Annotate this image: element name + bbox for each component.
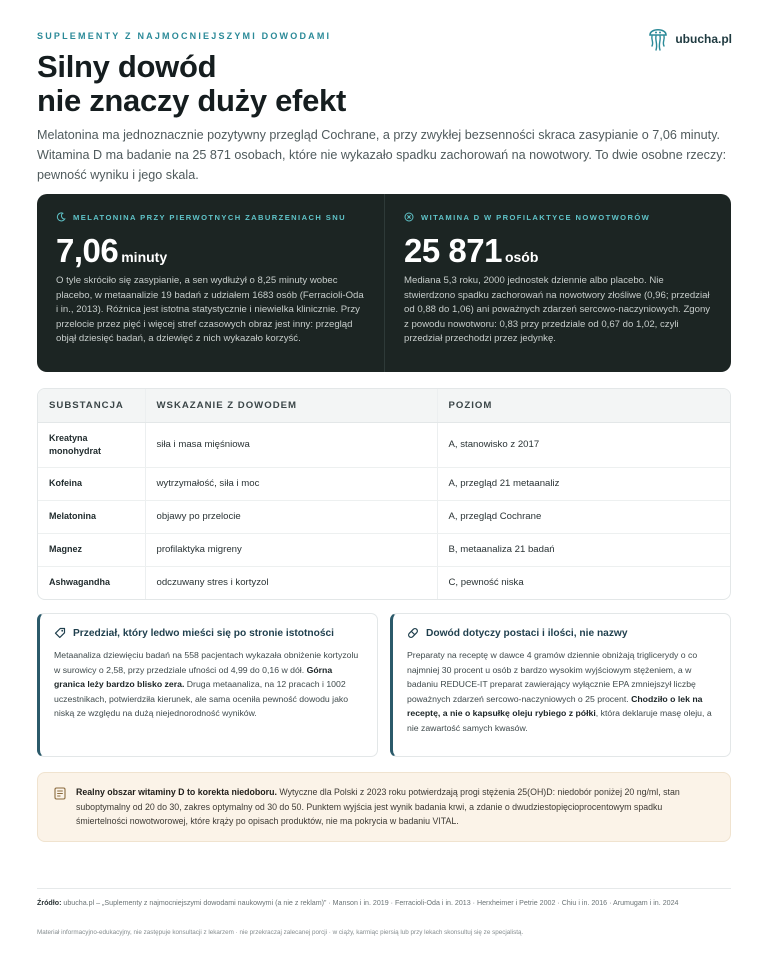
lead-paragraph: Melatonina ma jednoznacznie pozytywny przegląd Cochrane, a przy zwykłej bezsenności skraca zasypianie o 7,06 minuty. Witamina D ma badanie na 25 871 osobach, które nie wykazało spadku zachorowań na nowotwory. To dwie osobne rzeczy: pewność wyniku i jego skala. [37,128,727,182]
cell-substance: Magnez [38,533,145,566]
col-header-level: POZIOM [437,389,730,422]
note-emphasis: Chodziło o lek na receptę, a nie o kapsułkę oleju rybiego z półki [407,693,703,719]
table-row [38,422,730,467]
stat-melatonin [37,194,384,372]
cell-level: A, przegląd 21 metaanaliz [437,467,730,500]
cell-level: A, stanowisko z 2017 [437,422,730,467]
moon-icon [56,212,66,222]
stat-number: 7,06 [56,232,119,269]
table-row [38,500,730,533]
title-line-1: Silny dowód [37,49,217,84]
title-line-2: nie znaczy duży efekt [37,83,346,118]
source-line: Źródło: ubucha.pl – „Suplementy z najmocniejszymi dowodami naukowymi (a nie z reklam)” · Manson i in. 2019 · Ferracioli-Oda i in. 2013 · Herxheimer i Petrie 2002 · Chiu i in. 2016 · Arumugam i in. 2024 [37,899,679,907]
cell-indication: objawy po przelocie [145,500,437,533]
stat-label [404,212,711,222]
cell-level: B, metaanaliza 21 badań [437,533,730,566]
stat-value [56,232,364,270]
stat-label-text: MELATONINA PRZY PIERWOTNYCH ZABURZENIACH SNU [73,212,346,222]
table-row [38,566,730,599]
stats-panel [37,194,731,372]
note-omega3 [390,613,731,757]
col-header-substance: SUBSTANCJA [38,389,145,422]
callout-text: Realny obszar witaminy D to korekta niedoboru. Wytyczne dla Polski z 2023 roku potwierdzają progi stężenia 25(OH)D: niedobór poniżej 20 ng/ml, stan suboptymalny od 20 do 30, zakres optymalny od 30 do 50. Punktem wyjścia jest wynik badania krwi, a zdanie o dwudziestopięcioprocentowym spadku śmiertelności nowotworowej, które krąży po opisach produktów, nie ma pokrycia w badaniu VITAL. [76,787,680,827]
callout-emphasis: Realny obszar witaminy D to korekta niedoboru. [76,787,277,797]
cell-level: C, pewność niska [437,566,730,599]
stat-description: O tyle skróciło się zasypianie, a sen wydłużył o 8,25 minuty wobec placebo, w metaanalizie 19 badań z udziałem 1683 osób (Ferracioli-Oda i in., 2013). Różnica jest istotna statystycznie i niewielka klinicznie. Przy przelocie przez pięć i więcej stref czasowych obraz jest inny: przegląd objął dziesięć badań, a dziewięć z nich wykazało korzyść. [56,275,364,345]
note-title [407,627,716,639]
note-title-text: Dowód dotyczy postaci i ilości, nie nazwy [426,627,628,639]
cell-substance: Kreatyna monohydrat [38,422,145,467]
col-header-indication: WSKAZANIE Z DOWODEM [145,389,437,422]
document-icon [54,787,66,800]
vitamin-d-callout [37,772,731,842]
cell-substance: Melatonina [38,500,145,533]
stat-value [404,232,711,270]
note-body: Preparaty na receptę w dawce 4 gramów dziennie obniżają triglicerydy o co najmniej 30 procent u osób z bardzo wysokim wyjściowym stężeniem, a w badaniu REDUCE-IT preparat zawierający wyłącznie EPA zmniejszył liczbę poważnych zdarzeń sercowo-naczyniowych o 25 procent. Chodziło o lek na receptę, a nie o kapsułkę oleju rybiego z półki, która deklaruje masę oleju, a nie zawartość samych kwasów. [407,650,712,733]
circle-x-icon [404,212,414,222]
brand-logo[interactable] [647,24,732,54]
stat-unit: osób [504,249,539,265]
cell-indication: odczuwany stres i kortyzol [145,566,437,599]
stat-label-text: WITAMINA D W PROFILAKTYCE NOWOTWORÓW [421,212,651,222]
stat-label [56,212,364,222]
note-body: Metaanaliza dziewięciu badań na 558 pacjentach wykazała obniżenie kortyzolu w surowicy o 2,58, przy przedziale ufności od 4,99 do 0,16 w dół. Górna granica leży bardzo blisko zera. Druga metaanaliza, na 12 pracach i 1002 uczestnikach, potwierdziła kierunek, ale sama oceniła pewność dowodu jako niską ze względu na dużą niejednorodność wyników. [54,650,359,719]
brand-name: ubucha.pl [675,32,732,46]
stat-number: 25 871 [404,232,502,269]
stat-unit: minuty [121,249,168,265]
table-header-row [38,389,730,422]
cell-indication: siła i masa mięśniowa [145,422,437,467]
table-row [38,533,730,566]
disclaimer: Materiał informacyjno-edukacyjny, nie zastępuje konsultacji z lekarzem · nie przekraczaj zalecanej porcji · w ciąży, karmiąc piersią lub przy lekach skonsultuj się ze specjalistą. [37,929,524,936]
cell-substance: Ashwagandha [49,577,111,588]
evidence-table [37,388,731,600]
stat-description: Mediana 5,3 roku, 2000 jednostek dziennie albo placebo. Nie stwierdzono spadku zachorowań na nowotwory złośliwe (0,96; przedział od 0,88 do 1,06) ani poważnych zdarzeń sercowo-naczyniowych. Zgony z powodu nowotworu: 0,83 przy przedziale od 0,67 do 1,02, czyli przedział przechodzi przez jedynkę. [404,275,711,345]
note-emphasis: Górna granica leży bardzo blisko zera. [54,664,333,690]
note-title-text: Przedział, który ledwo mieści się po stronie istotności [73,627,334,639]
source-label: Źródło: [37,899,62,907]
kicker: SUPLEMENTY Z NAJMOCNIEJSZYMI DOWODAMI [37,31,332,41]
stat-vitamin-d [384,194,731,372]
page-title [37,50,346,118]
note-ashwagandha [37,613,378,757]
note-title [54,627,363,639]
cell-level: A, przegląd Cochrane [437,500,730,533]
tag-icon [54,627,66,639]
table-row [38,467,730,500]
pill-icon [407,627,419,639]
cell-indication: wytrzymałość, siła i moc [145,467,437,500]
jellyfish-logo-icon [647,24,669,54]
cell-substance: Kofeina [38,467,145,500]
cell-indication: profilaktyka migreny [145,533,437,566]
footer-divider [37,888,731,889]
